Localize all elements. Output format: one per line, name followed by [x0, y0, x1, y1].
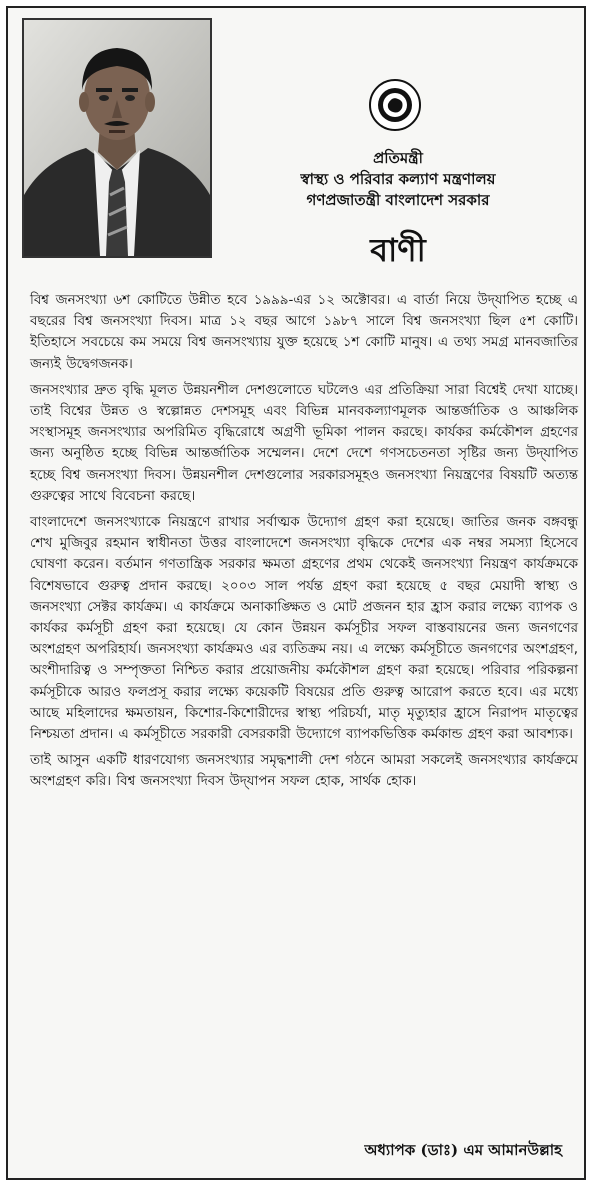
portrait-photo [22, 18, 212, 258]
message-body [30, 290, 578, 798]
paragraph-3: বাংলাদেশে জনসংখ্যাকে নিয়ন্ত্রণে রাখার সর্বাত্মক উদ্যোগ গ্রহণ করা হয়েছে। জাতির জনক বঙ্গবন্ধু শেখ মুজিবুর রহমান স্বাধীনতা উত্তর বাংলাদেশে জনসংখ্যা বৃদ্ধিকে দেশের এক নম্বর সমস্যা হিসেবে ঘোষণা করেন। বর্তমান গণতান্ত্রিক সরকার ক্ষমতা গ্রহণের প্রথম থেকেই জনসংখ্যা নিয়ন্ত্রণ কার্যক্রমকে বিশেষভাবে গুরুত্ব প্রদান করছে। ২০০৩ সাল পর্যন্ত গ্রহণ করা হয়েছে ৫ বছর মেয়াদী স্বাস্থ্য ও জনসংখ্যা সেক্টর কার্যক্রম। এ কার্যক্রমে অনাকাঙ্ক্ষিত ও মোট প্রজনন হার হ্রাস করার লক্ষ্যে ব্যাপক ও কার্যকর কর্মসূচী গ্রহণ করা হয়েছে। যে কোন উন্নয়ন কর্মসূচীর সফল বাস্তবায়নের জন্য জনগণের অংশগ্রহণ অপরিহার্য। জনসংখ্যা কার্যক্রমও এর ব্যতিক্রম নয়। এ লক্ষ্যে কর্মসূচীতে জনগণের অংশগ্রহণ, অংশীদারিত্ব ও সম্পৃক্ততা নিশ্চিত করার প্রয়োজনীয় কর্মকৌশল গ্রহণ করা হয়েছে। পরিবার পরিকল্পনা কর্মসূচীকে আরও ফলপ্রসূ করার লক্ষ্যে কয়েকটি বিষয়ের প্রতি গুরুত্ব আরোপ করতে হবে। এর মধ্যে আছে মহিলাদের ক্ষমতায়ন, কিশোর-কিশোরীদের স্বাস্থ্য পরিচর্যা, মাতৃ মৃত্যুহার হ্রাসে নিরাপদ মাতৃত্বের নিশ্চয়তা প্রদান। এ কর্মসূচীতে সরকারী বেসরকারী উদ্যোগে ব্যাপকভিত্তিক কর্মকান্ড গ্রহণ করা আবশ্যক। [30, 515, 578, 743]
paragraph-1: বিশ্ব জনসংখ্যা ৬শ কোটিতে উন্নীত হবে ১৯৯৯-এর ১২ অক্টোবর। এ বার্তা নিয়ে উদ্‌যাপিত হচ্ছে এ বছরের বিশ্ব জনসংখ্যা দিবস। মাত্র ১২ বছর আগে ১৯৮৭ সালে বিশ্ব জনসংখ্যা ছিল ৫শ কোটি। ইতিহাসে সবচেয়ে কম সময়ে বিশ্ব জনসংখ্যায় যুক্ত হয়েছে ১শ কোটি মানুষ। এ তথ্য সমগ্র মানবজাতির জন্যই উদ্বেগজনক। [30, 293, 578, 372]
government-name: গণপ্রজাতন্ত্রী বাংলাদেশ সরকার [306, 191, 490, 209]
ministry-name: স্বাস্থ্য ও পরিবার কল্যাণ মন্ত্রণালয় [300, 170, 496, 188]
minister-role: প্রতিমন্ত্রী [373, 149, 423, 167]
paragraph-4: তাই আসুন একটি ধারণযোগ্য জনসংখ্যার সমৃদ্ধশালী দেশ গঠনে আমরা সকলেই জনসংখ্যার কার্যক্রমে অংশগ্রহণ করি। বিশ্ব জনসংখ্যা দিবস উদ্‌যাপন সফল হোক, সার্থক হোক। [30, 753, 578, 790]
portrait-photo-graphic [24, 20, 210, 256]
paragraph-2: জনসংখ্যার দ্রুত বৃদ্ধি মূলত উন্নয়নশীল দেশগুলোতে ঘটলেও এর প্রতিক্রিয়া সারা বিশ্বেই দেখা যাচ্ছে। তাই বিশ্বের উন্নত ও স্বল্পোন্নত দেশসমূহ এবং বিভিন্ন মানবকল্যাণমূলক আন্তর্জাতিক ও আঞ্চলিক সংস্থাসমূহ জনসংখ্যার অপরিমিত বৃদ্ধিরোধে অগ্রণী ভূমিকা পালন করছে। কার্যকর কর্মকৌশল গ্রহণের জন্য অনুষ্ঠিত হচ্ছে বিভিন্ন আন্তর্জাতিক সম্মেলন। দেশে দেশে গণসচেতনতা সৃষ্টির জন্য উদ্‌যাপিত হচ্ছে বিশ্ব জনসংখ্যা দিবস। উন্নয়নশীল দেশগুলোর সরকারসমূহও জনসংখ্যা নিয়ন্ত্রণের বিষয়টি অত্যন্ত গুরুত্বের সাথে বিবেচনা করছে। [30, 382, 578, 504]
message-page-frame [6, 6, 586, 1180]
message-title: বাণী [370, 231, 426, 269]
government-seal-icon [368, 78, 422, 132]
signature-name: অধ্যাপক (ডাঃ) এম আমানউল্লাহ [364, 1141, 562, 1159]
header-block [218, 148, 578, 211]
